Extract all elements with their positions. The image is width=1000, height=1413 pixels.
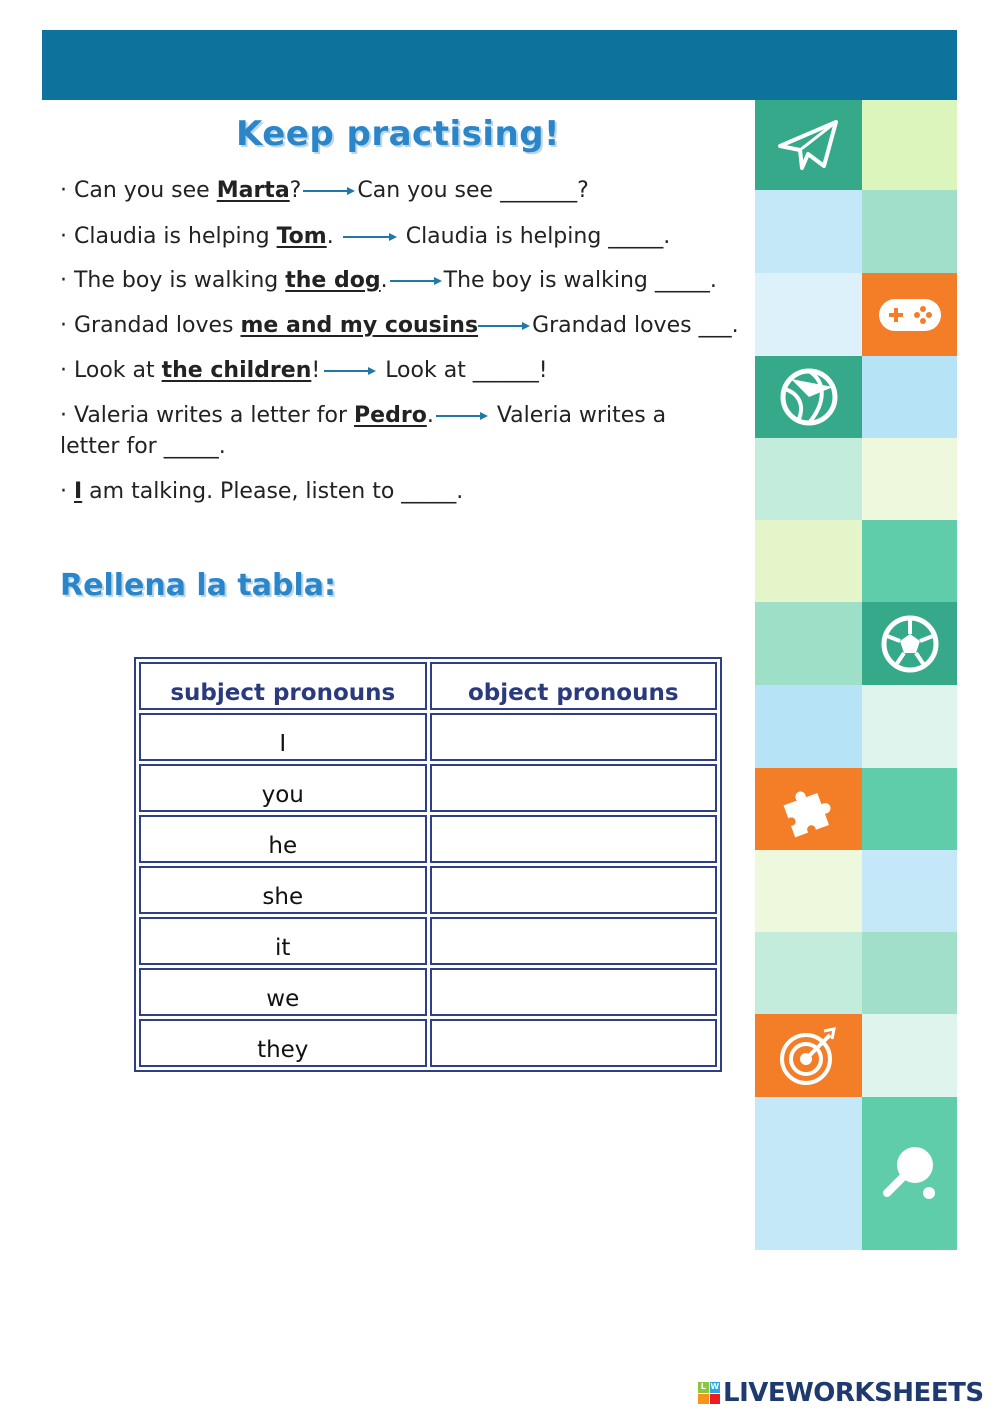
table-row	[139, 866, 717, 914]
header-subject: subject pronouns	[139, 662, 427, 710]
subject-cell: he	[139, 815, 427, 863]
table-header-row	[139, 662, 717, 710]
logo-text: LIVEWORKSHEETS	[723, 1378, 984, 1408]
subject-cell: you	[139, 764, 427, 812]
beach-ball-icon	[755, 356, 862, 438]
soccer-ball-icon	[862, 602, 957, 685]
answer-cell[interactable]	[430, 713, 718, 761]
answer-cell[interactable]	[430, 866, 718, 914]
subject-cell: they	[139, 1019, 427, 1067]
target-icon	[755, 1014, 862, 1097]
sentence-5: · Look at the children! Look at ______!	[60, 358, 548, 383]
ping-pong-icon	[862, 1097, 957, 1250]
table-row	[139, 815, 717, 863]
subject-cell: she	[139, 866, 427, 914]
subject-cell: we	[139, 968, 427, 1016]
arrow-icon	[478, 320, 532, 332]
arrow-icon	[320, 365, 378, 377]
answer-cell[interactable]	[430, 764, 718, 812]
section-subtitle: Rellena la tabla:	[60, 568, 336, 603]
table-row	[139, 764, 717, 812]
subject-cell: I	[139, 713, 427, 761]
header-object: object pronouns	[430, 662, 718, 710]
page-title: Keep practising!	[235, 114, 561, 154]
header-bar	[42, 30, 957, 100]
sentence-3: · The boy is walking the dog. The boy is walking _____.	[60, 268, 717, 293]
paper-plane-icon	[755, 100, 862, 190]
table-row	[139, 917, 717, 965]
answer-cell[interactable]	[430, 815, 718, 863]
arrow-icon	[341, 231, 399, 243]
logo-mark: L W	[698, 1382, 720, 1404]
answer-cell[interactable]	[430, 1019, 718, 1067]
sentence-6: · Valeria writes a letter for Pedro. Valeria writes a letter for _____.	[60, 403, 667, 459]
liveworksheets-logo	[698, 1378, 984, 1408]
decorative-tile-column	[755, 100, 957, 1250]
arrow-icon	[434, 410, 490, 422]
sentence-7: · I am talking. Please, listen to _____.	[60, 479, 464, 504]
table-row	[139, 713, 717, 761]
pronoun-table	[134, 657, 722, 1072]
answer-cell[interactable]	[430, 917, 718, 965]
puzzle-icon	[755, 768, 862, 850]
sentence-4: · Grandad loves me and my cousins Grandad loves ___.	[60, 313, 739, 338]
arrow-icon	[301, 185, 357, 197]
arrow-icon	[388, 275, 444, 287]
sentence-2: · Claudia is helping Tom. Claudia is helping _____.	[60, 224, 671, 249]
subject-cell: it	[139, 917, 427, 965]
table-row	[139, 968, 717, 1016]
sentence-1: · Can you see Marta? Can you see _______?	[60, 178, 589, 203]
table-row	[139, 1019, 717, 1067]
gamepad-icon	[862, 273, 957, 356]
answer-cell[interactable]	[430, 968, 718, 1016]
